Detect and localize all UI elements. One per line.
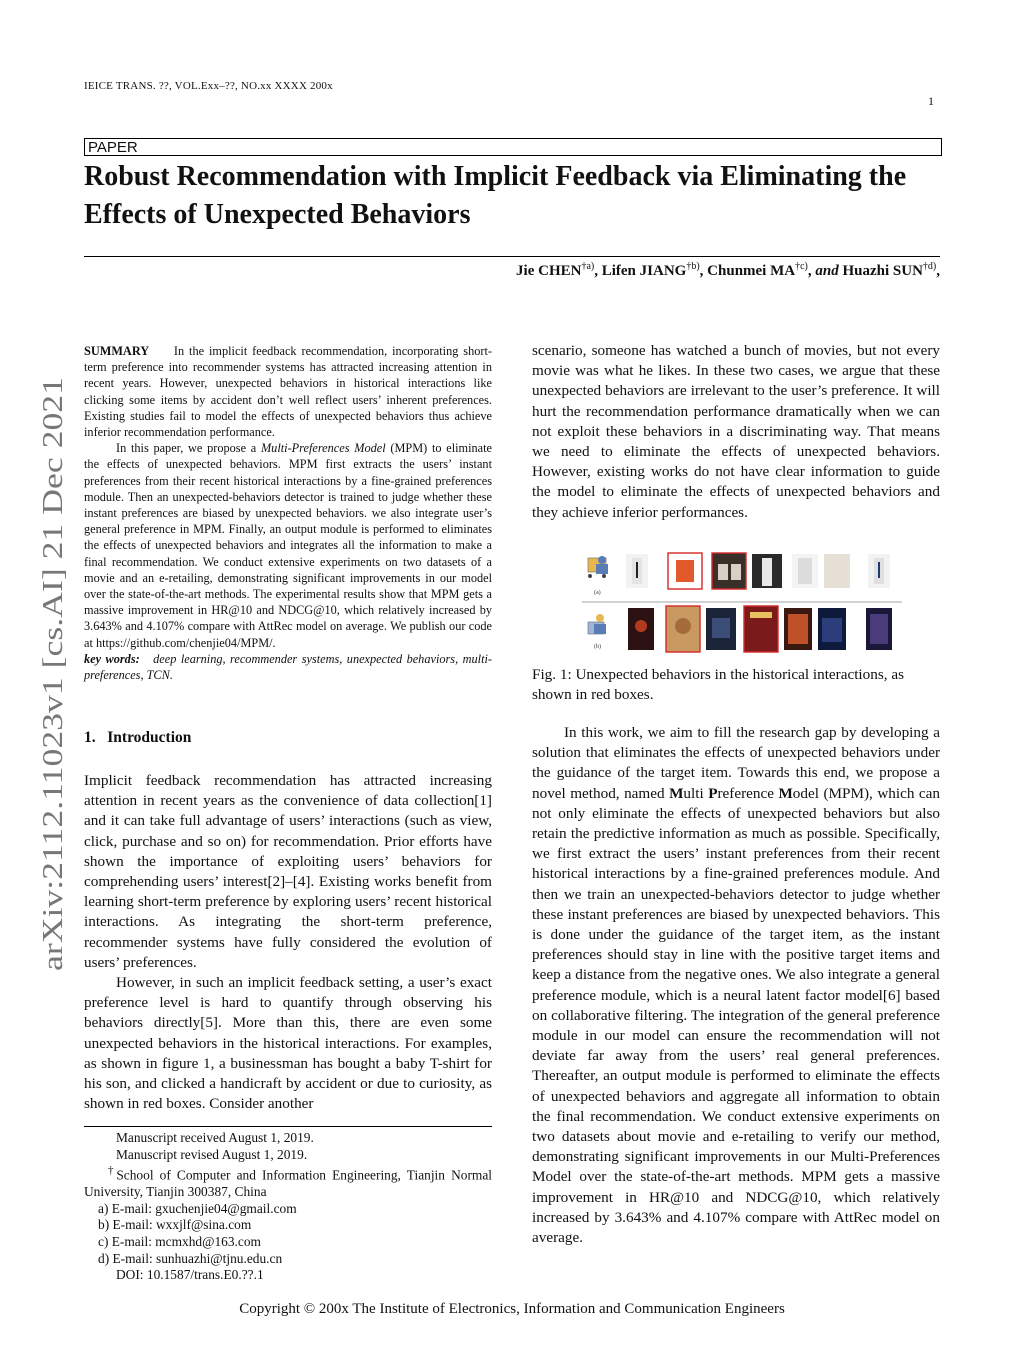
- figure-label-b: (b): [594, 644, 601, 650]
- figure-label-a: (a): [594, 590, 601, 596]
- email-a: a) E-mail: gxuchenjie04@gmail.com: [98, 1200, 297, 1216]
- user-movie-icon: [588, 614, 606, 634]
- author-list: Jie CHEN$^{\dagger a)}$, Lifen JIANG$^{\dagger b)}$, Chunmei MA$^{\dagger c)}$, and Huazhi SUN$^{\dagger d)}$,: [516, 261, 940, 279]
- section-title: Introduction: [107, 729, 192, 746]
- revised-note: Manuscript revised August 1, 2019.: [116, 1146, 308, 1162]
- affiliation-mark: †: [108, 1165, 117, 1178]
- author-sup: †b): [686, 261, 700, 272]
- intro-right-top: scenario, someone has watched a bunch of movies, but not every movie was what he likes. In these two cases, we argue that these unexpected behaviors are irrelevant to the user’s preference. It will hurt the recommendation performance dramatically when we can not exploit these behaviors in a discriminating way. That means we need to eliminate the effects of unexpected behaviors. However, existing works do not have clear information to guide the model to eliminate the effects of unexpected behaviors and they achieve inferior performances.: [532, 342, 940, 521]
- bold-m2: M: [778, 784, 793, 802]
- and-word: and: [815, 263, 839, 279]
- paper-label: PAPER: [88, 139, 138, 156]
- footnote-rule: [84, 1126, 492, 1127]
- bold-p: P: [708, 784, 718, 802]
- keywords-label: key words:: [84, 651, 140, 666]
- affiliation-note: [84, 1163, 492, 1201]
- received-note: Manuscript received August 1, 2019.: [116, 1130, 314, 1145]
- journal-header: IEICE TRANS. ??, VOL.Exx–??, NO.xx XXXX 200x: [84, 80, 333, 92]
- email-b: b) E-mail: wxxjlf@sina.com: [98, 1217, 252, 1233]
- item-knit: [824, 554, 850, 588]
- summary-p2b: (MPM) to eliminate the effects of unexpected behaviors. MPM first extracts the users’ instant preferences from their recent historical interactions by a fine-grained preferences module. Then an unexpected-behaviors detector is trained to judge whether these instant preferences are biased by unexpected behaviors. we also integrate user’s general preference in MPM. Finally, an output module is performed to eliminates the effects of unexpected behaviors and integrates all the information to make a final recommendation. We conduct extensive experiments on two datasets of a movie and an e-retailing, demonstrating significant improvements in our model over the state-of-the-art methods. The experimental results show that MPM gets a massive improvement in HR@10 and NDCG@10, which relatively increased by 3.643% and 4.107% compare with AttRec model on average. We publish our code at https://github.com/chenjie04/MPM/.: [84, 441, 492, 650]
- paper-title: Robust Recommendation with Implicit Feedback via Eliminating the Effects of Unexpected Behaviors: [84, 161, 907, 230]
- summary-p1: In the implicit feedback recommendation, incorporating short-term preference into recommender systems has attracted increasing attention in recent years. However, unexpected behaviors in historical interactions like clicking some items by accident don’t well reflect users’ inherent preferences. Existing studies fail to model the effects of unexpected behaviors thus achieve inferior recommendation performance.: [84, 344, 492, 440]
- summary-model-name: Multi-Preferences Model: [260, 441, 386, 456]
- author-name: Lifen JIANG: [601, 263, 687, 279]
- summary-p2a: In this paper, we propose a: [116, 441, 261, 456]
- footnotes: [84, 1130, 492, 1284]
- author-sup: †a): [581, 261, 595, 272]
- figure-caption: Fig. 1: Unexpected behaviors in the historical interactions, as shown in red boxes.: [532, 666, 904, 703]
- email-d: d) E-mail: sunhuazhi@tjnu.edu.cn: [98, 1250, 283, 1266]
- author-name: Jie CHEN: [516, 263, 582, 279]
- intro-paragraph: However, in such an implicit feedback setting, a user’s exact preference level is hard to quantify through observing his behaviors directly[5]. More than this, there are even some unexpected behaviors in the historical interactions. For examples, as shown in figure 1, a businessman has bought a baby T-shirt for his son, and clicked a handicraft by accident or due to curiosity, as shown in red boxes. Consider another: [84, 974, 492, 1113]
- intro-right-text-b: (MPM), which can not only eliminate the effects of unexpected behaviors but also retain the predictive information as much as possible. Specifically, we first extract the users’ instant preferences from their recent historical interactions by a fine-grained preferences module. And then we train an unexpected-behaviors detector to judge whether these instant preferences are biased by unexpected behaviors. This is done under the guidance of the target item, as the instant preferences should stay in line with the positive target items and keep a distance from the negative ones. We also integrate a general preference module, which is a neural latent factor model[6] based on collaborative filtering. The integration of the general preference module in our model can ensure the recommendation will not deviate far away from the users’ real general preferences. Thereafter, an output module is performed to eliminate the effects of unexpected behaviors and aggregate all information to obtain the final recommendation. We conduct extensive experiments on two datasets about movie and e-retailing to verify our method, demonstrating significant improvements in our Multi-Preferences Model over the state-of-the-art methods. MPM gets a massive improvement in HR@10 and NDCG@10, which relatively increased by 3.643% and 4.107% compare with AttRec model on average.: [532, 784, 941, 1247]
- arxiv-stamp: [28, 377, 72, 971]
- row-a-items: [626, 553, 890, 589]
- doi-note: DOI: 10.1587/trans.E0.??.1: [116, 1267, 264, 1283]
- intro-paragraph: Implicit feedback recommendation has attracted increasing attention in recent years as the convenience of data collection[1] and it can take full advantage of users’ interactions (such as view, click, purchase and so on) for recommendation. Prior efforts have shown the importance of exploiting users’ behaviors for comprehending users’ interest[2]–[4]. Existing works benefit from learning short-term preference by exploring users’ recent historical interactions. As integrating the short-term preference, recommender systems have fully considered the evolution of users’ preferences.: [84, 772, 492, 971]
- intro-left: [84, 771, 492, 1114]
- author-name: Huazhi SUN: [842, 263, 923, 279]
- paper-label-box: [84, 138, 942, 156]
- author-sup: †d): [922, 261, 937, 272]
- row-b-posters: [628, 606, 892, 652]
- summary-block: [84, 343, 492, 683]
- intro-right-bottom: [532, 723, 940, 1248]
- author-sup: †c): [795, 261, 808, 272]
- summary-label: SUMMARY: [84, 344, 150, 358]
- model-t2: reference: [717, 784, 779, 802]
- title-rule: [84, 256, 940, 257]
- bold-m1: M: [669, 784, 684, 802]
- intro-right-text: In this work, we aim to fill the research gap by developing a solution that eliminates the effects of unexpected behaviors under the guidance of the target item. Towards this end, we propose a novel method, named: [532, 724, 940, 802]
- affiliation-text: School of Computer and Information Engineering, Tianjin Normal University, Tianjin 300387, China: [84, 1167, 492, 1200]
- model-t3: odel: [792, 784, 819, 802]
- model-t1: ulti: [683, 784, 709, 802]
- figure-1: [582, 548, 902, 658]
- copyright-footer: Copyright © 200x The Institute of Electronics, Information and Communication Engineers: [239, 1301, 785, 1317]
- keywords: deep learning, recommender systems, unexpected behaviors, multi-preferences, TCN.: [84, 651, 492, 683]
- user-shopping-icon: [588, 556, 608, 578]
- author-name: Chunmei MA: [707, 263, 796, 279]
- arxiv-stamp-text: arXiv:2112.11023v1 [cs.AI] 21 Dec 2021: [37, 488, 69, 971]
- page-number: 1: [928, 94, 934, 108]
- email-c: c) E-mail: mcmxhd@163.com: [98, 1234, 261, 1250]
- section-number: 1.: [84, 729, 96, 746]
- section-heading: [84, 729, 492, 747]
